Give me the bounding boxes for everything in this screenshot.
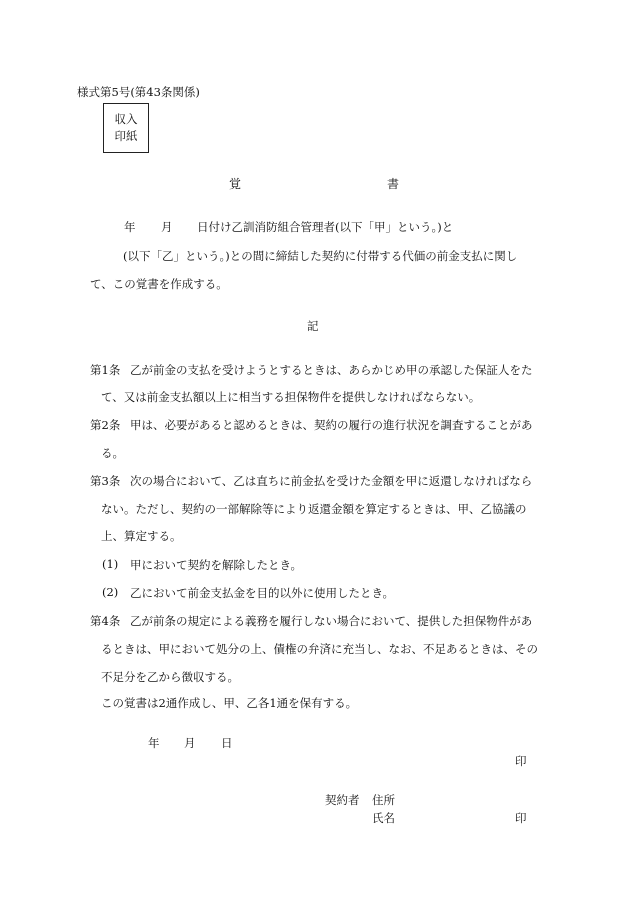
- seal-mark-2: 印: [515, 811, 527, 825]
- intro-year: 年: [124, 220, 136, 234]
- revenue-stamp-box: [103, 103, 149, 153]
- article-2-label: 第2条: [90, 418, 121, 432]
- closing-statement: この覚書は2通作成し、甲、乙各1通を保有する。: [101, 696, 358, 710]
- date-day: 日: [221, 736, 233, 750]
- stamp-label-line1: 収入: [114, 112, 138, 126]
- date-month: 月: [184, 736, 196, 750]
- article-1-line-2: て、又は前金支払額以上に相当する担保物件を提供しなければならない。: [101, 390, 481, 404]
- date-year: 年: [148, 736, 160, 750]
- intro-line-1: 日付け乙訓消防組合管理者(以下「甲」という。)と: [197, 220, 454, 234]
- article-4-line-2: るときは、甲において処分の上、債権の弁済に充当し、なお、不足あるときは、その: [101, 642, 538, 656]
- address-label: 住所: [372, 793, 395, 807]
- article-3-line-2: ない。ただし、契約の一部解除等により返還金額を算定するときは、甲、乙協議の: [101, 502, 527, 516]
- article-3-label: 第3条: [90, 474, 121, 488]
- article-4-label: 第4条: [90, 614, 121, 628]
- seal-mark-1: 印: [515, 754, 527, 768]
- article-4-line-3: 不足分を乙から徴収する。: [101, 670, 239, 684]
- article-3-item-2-number: (2): [102, 585, 119, 599]
- article-3-line-1: 次の場合において、乙は直ちに前金払を受けた金額を甲に返還しなければなら: [130, 474, 533, 488]
- article-1-label: 第1条: [90, 363, 121, 377]
- intro-line-2: (以下「乙」という。)との間に締結した契約に付帯する代価の前金支払に関し: [123, 249, 518, 263]
- title-char-2: 書: [387, 177, 400, 191]
- article-3-item-2-text: 乙において前金支払金を目的以外に使用したとき。: [130, 586, 395, 600]
- contractor-role: 契約者: [325, 793, 360, 807]
- title-char-1: 覚: [229, 177, 242, 191]
- article-2-line-1: 甲は、必要があると認めるときは、契約の履行の進行状況を調査することがあ: [130, 418, 533, 432]
- intro-month: 月: [161, 220, 173, 234]
- ki-heading: 記: [307, 319, 319, 333]
- stamp-label-line2: 印紙: [114, 129, 138, 143]
- article-3-item-1-text: 甲において契約を解除したとき。: [130, 558, 303, 572]
- name-label: 氏名: [372, 811, 395, 825]
- form-label: 様式第5号(第43条関係): [77, 85, 200, 99]
- article-1-line-1: 乙が前金の支払を受けようとするときは、あらかじめ甲の承認した保証人をた: [130, 363, 533, 377]
- article-4-line-1: 乙が前条の規定による義務を履行しない場合において、提供した担保物件があ: [130, 614, 533, 628]
- article-2-line-2: る。: [101, 446, 124, 460]
- article-3-line-3: 上、算定する。: [101, 529, 182, 543]
- article-3-item-1-number: (1): [102, 557, 119, 571]
- intro-line-3: て、この覚書を作成する。: [90, 277, 228, 291]
